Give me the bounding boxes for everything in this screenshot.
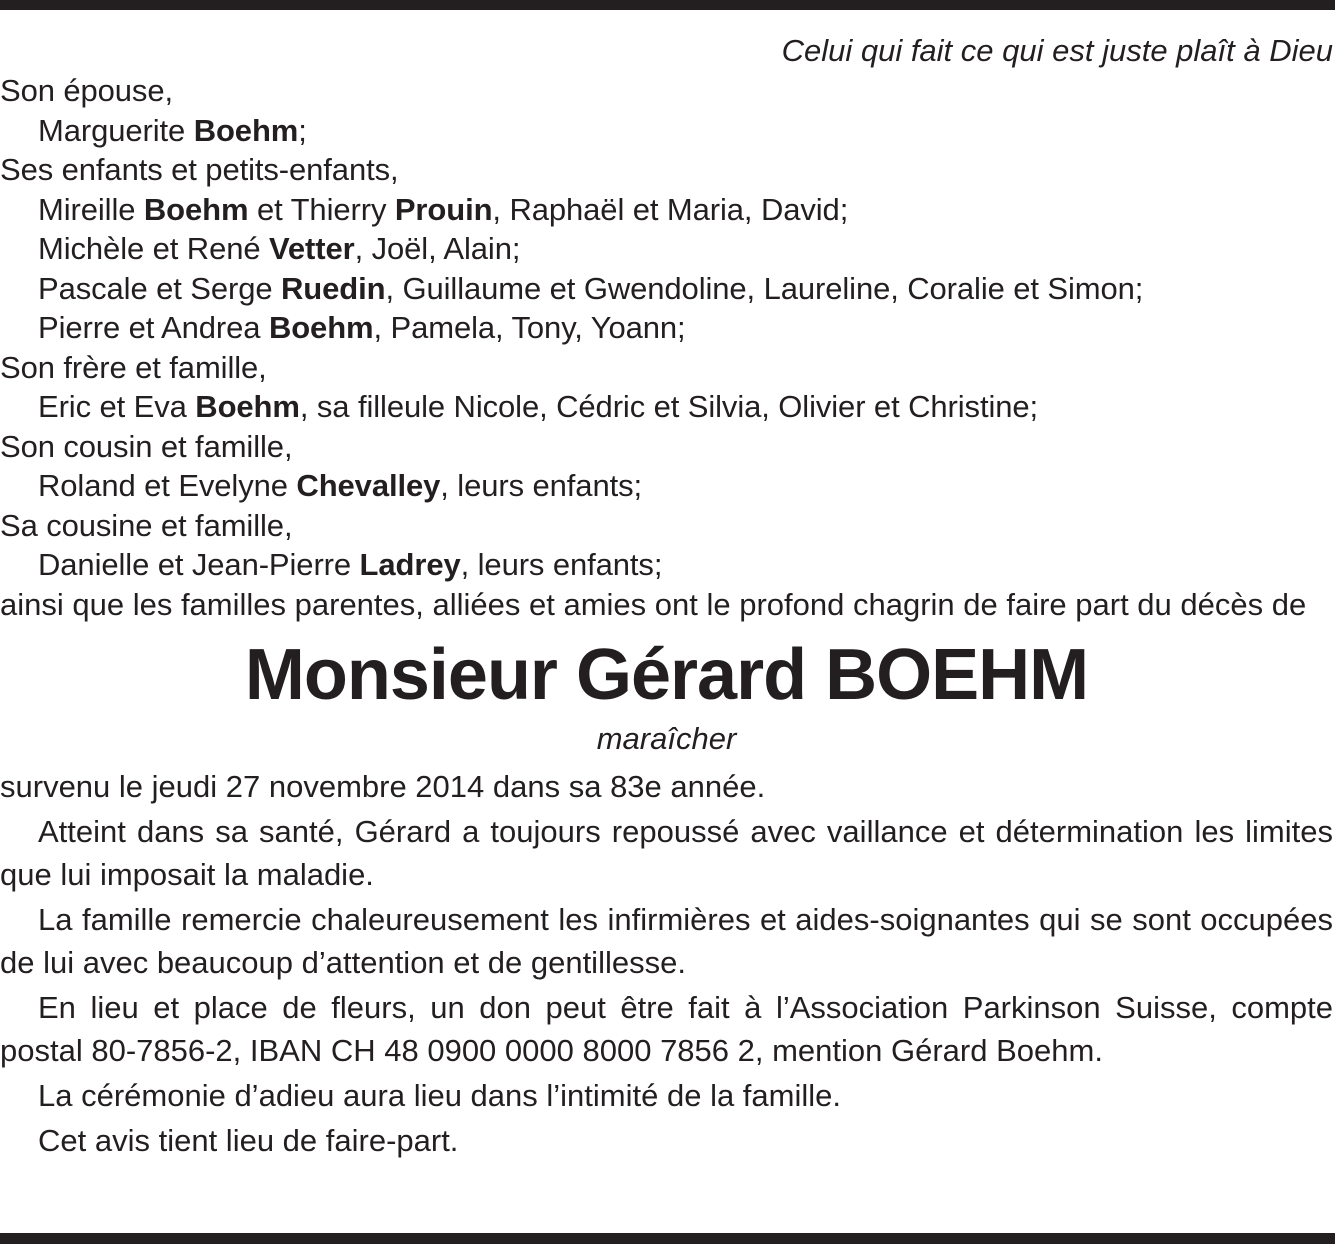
- announcement: ainsi que les familles parentes, alliées et amies ont le profond chagrin de faire part du décès de: [0, 586, 1307, 622]
- name-text: , leurs enfants;: [460, 547, 663, 582]
- name-text: , sa filleule Nicole, Cédric et Silvia, Olivier et Christine;: [299, 389, 1039, 424]
- family-entry: [0, 111, 1333, 151]
- paragraph-donation: En lieu et place de fleurs, un don peut être fait à l’Association Parkinson Suisse, compte postal 80-7856-2, IBAN CH 48 0900 0000 8000 7856 2, mention Gérard Boehm.: [0, 990, 1333, 1068]
- name-text: , leurs enfants;: [440, 468, 643, 503]
- name-text: Pascale et Serge: [38, 270, 282, 306]
- profession: maraîcher: [596, 721, 737, 756]
- family-heading: Ses enfants et petits-enfants,: [0, 152, 399, 187]
- surname: Boehm: [195, 389, 300, 424]
- family-heading: Sa cousine et famille,: [0, 507, 293, 543]
- name-text: Danielle et Jean-Pierre: [38, 547, 360, 582]
- name-text: , Joël, Alain;: [354, 231, 521, 266]
- surname: Ruedin: [281, 270, 386, 306]
- name-text: , Pamela, Tony, Yoann;: [373, 310, 686, 345]
- surname: Vetter: [269, 231, 355, 266]
- family-entry: [0, 229, 1333, 269]
- surname: Boehm: [193, 112, 299, 148]
- paragraph-notice: Cet avis tient lieu de faire-part.: [38, 1123, 459, 1158]
- surname: Chevalley: [296, 468, 441, 503]
- paragraph-thanks: La famille remercie chaleureusement les infirmières et aides-soignantes qui se sont occupées de lui avec beaucoup d’attention et de gentillesse.: [0, 902, 1333, 980]
- date-line: survenu le jeudi 27 novembre 2014 dans sa 83e année.: [0, 769, 766, 804]
- family-entry: [0, 308, 1333, 348]
- surname: Prouin: [394, 191, 493, 227]
- bottom-rule: [0, 1233, 1335, 1244]
- family-heading: Son cousin et famille,: [0, 428, 293, 464]
- name-text: et Thierry: [248, 191, 395, 227]
- name-text: Michèle et René: [38, 231, 270, 266]
- surname: Ladrey: [359, 547, 461, 582]
- deceased-name: Monsieur Gérard BOEHM: [244, 635, 1089, 715]
- paragraph-health: Atteint dans sa santé, Gérard a toujours repoussé avec vaillance et détermination les limites que lui imposait la maladie.: [0, 814, 1333, 892]
- name-text: Pierre et Andrea: [38, 310, 269, 345]
- obituary-notice: [0, 31, 1333, 1162]
- family-entry: [0, 545, 1333, 585]
- name-text: , Raphaël et Maria, David;: [492, 191, 849, 227]
- family-heading: Son épouse,: [0, 73, 173, 108]
- motto: Celui qui fait ce qui est juste plaît à Dieu: [781, 33, 1333, 68]
- paragraph-ceremony: La cérémonie d’adieu aura lieu dans l’intimité de la famille.: [38, 1078, 842, 1113]
- surname: Boehm: [268, 310, 374, 345]
- name-text: Roland et Evelyne: [38, 468, 297, 503]
- family-entry: [0, 190, 1333, 230]
- name-text: , Guillaume et Gwendoline, Laureline, Coralie et Simon;: [385, 270, 1144, 306]
- family-entry: [0, 269, 1333, 309]
- name-text: Marguerite: [38, 112, 194, 148]
- name-text: ;: [298, 112, 307, 148]
- name-text: Mireille: [38, 191, 144, 227]
- surname: Boehm: [143, 191, 249, 227]
- name-text: Eric et Eva: [38, 389, 196, 424]
- family-entry: [0, 387, 1333, 427]
- family-list: [0, 71, 1333, 585]
- family-entry: [0, 466, 1333, 506]
- top-rule: [0, 0, 1335, 10]
- family-heading: Son frère et famille,: [0, 349, 267, 385]
